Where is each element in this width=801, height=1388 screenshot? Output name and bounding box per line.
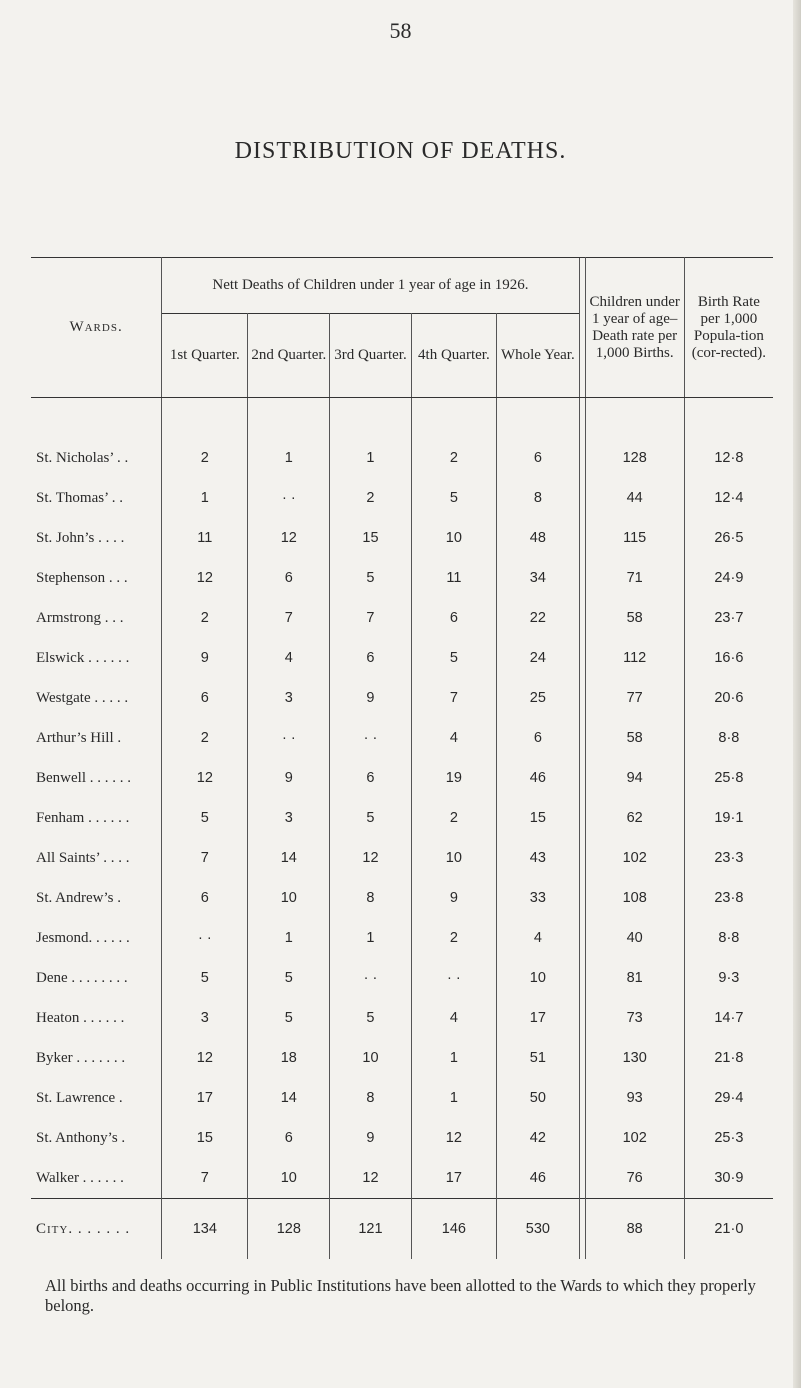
- cell-birth: 16·6: [714, 650, 744, 666]
- header-q2: 2nd Quarter.: [248, 314, 330, 398]
- cell-rate: 93: [585, 1078, 684, 1118]
- cell-birth: 26·5: [714, 530, 744, 546]
- cell-rate: 112: [585, 638, 684, 678]
- cell-q4: 6: [411, 598, 496, 638]
- cell-q3: 1: [330, 438, 412, 478]
- cell-ward: Benwell . . . . . .: [31, 758, 162, 798]
- cell-year: 22: [529, 610, 546, 626]
- cell-ward: Dene . . . . . . . .: [31, 958, 162, 998]
- cell-birth: 23·3: [714, 850, 744, 866]
- cell-q3: 1: [330, 918, 412, 958]
- cell-q2: · ·: [248, 478, 330, 518]
- cell-q4: 12: [411, 1118, 496, 1158]
- header-q1: 1st Quarter.: [162, 314, 248, 398]
- cell-q1: 12: [162, 558, 248, 598]
- header-q3: 3rd Quarter.: [330, 314, 412, 398]
- cell-q4: 2: [411, 918, 496, 958]
- cell-ward: St. Lawrence .: [31, 1078, 162, 1118]
- cell-q1: 5: [162, 958, 248, 998]
- table-header: [31, 258, 773, 398]
- cell-q1: 6: [162, 678, 248, 718]
- cell-rate: 81: [585, 958, 684, 998]
- cell-q4: 2: [411, 798, 496, 838]
- cell-q1: 2: [162, 438, 248, 478]
- cell-birth: 23·8: [714, 890, 744, 906]
- cell-rate: 130: [585, 1038, 684, 1078]
- cell-q4: 17: [411, 1158, 496, 1199]
- page-title: DISTRIBUTION OF DEATHS.: [234, 138, 567, 164]
- cell-q4: 19: [411, 758, 496, 798]
- spacer-cell: [248, 398, 330, 439]
- cell-ward: All Saints’ . . . .: [31, 838, 162, 878]
- cell-q2: 1: [248, 918, 330, 958]
- spacer-cell: [496, 398, 579, 439]
- spacer-cell: [585, 398, 684, 439]
- header-death-rate: Children under 1 year of age– Death rate per 1,000 Births.: [585, 258, 684, 398]
- cell-rate: 77: [585, 678, 684, 718]
- cell-q2: · ·: [248, 718, 330, 758]
- cell-q3: 5: [330, 558, 412, 598]
- cell-q3: · ·: [330, 718, 412, 758]
- cell-rate: 71: [585, 558, 684, 598]
- cell-year: 42: [529, 1130, 546, 1146]
- footnote: All births and deaths occurring in Public Institutions have been allotted to the Wards to which they properly belong.: [45, 1276, 756, 1315]
- cell-year: 34: [529, 570, 546, 586]
- table-row: [31, 998, 773, 1038]
- cell-year: 6: [533, 450, 542, 466]
- cell-rate: 102: [585, 1118, 684, 1158]
- cell-birth: 9·3: [718, 970, 740, 986]
- table-row: [31, 1078, 773, 1118]
- cell-birth: 25·3: [714, 1130, 744, 1146]
- cell-q2: 12: [248, 518, 330, 558]
- cell-q2: 6: [248, 558, 330, 598]
- cell-q2: 6: [248, 1118, 330, 1158]
- cell-rate: 128: [585, 438, 684, 478]
- cell-q3: 12: [330, 838, 412, 878]
- cell-q3: 7: [330, 598, 412, 638]
- cell-q4: 1: [411, 1038, 496, 1078]
- table-row: [31, 478, 773, 518]
- cell-birth: 23·7: [714, 610, 744, 626]
- cell-q1: 2: [162, 598, 248, 638]
- cell-year: 50: [529, 1090, 546, 1106]
- cell-rate: 76: [585, 1158, 684, 1199]
- cell-ward: Heaton . . . . . .: [31, 998, 162, 1038]
- cell-birth: 8·8: [718, 730, 740, 746]
- cell-q4: 4: [411, 998, 496, 1038]
- header-birth-rate: Birth Rate per 1,000 Popula-tion (cor-rected).: [684, 258, 773, 398]
- cell-q4: 10: [411, 838, 496, 878]
- cell-birth: 25·8: [714, 770, 744, 786]
- cell-year: 4: [533, 930, 542, 946]
- cell-ward: Stephenson . . .: [31, 558, 162, 598]
- cell-q4: 5: [411, 638, 496, 678]
- cell-q1: 7: [162, 1158, 248, 1199]
- cell-ward: St. John’s . . . .: [31, 518, 162, 558]
- cell-year: 51: [529, 1050, 546, 1066]
- table-row: [31, 758, 773, 798]
- cell-q3: 5: [330, 998, 412, 1038]
- cell-year: 24: [529, 650, 546, 666]
- cell-q3: 8: [330, 878, 412, 918]
- cell-q1: 7: [162, 838, 248, 878]
- cell-ward: St. Nicholas’ . .: [31, 438, 162, 478]
- cell-q2: 5: [248, 958, 330, 998]
- cell-q3: 5: [330, 798, 412, 838]
- cell-birth: 8·8: [718, 930, 740, 946]
- cell-q2: 128: [248, 1199, 330, 1260]
- cell-q3: 6: [330, 638, 412, 678]
- cell-q4: 11: [411, 558, 496, 598]
- cell-year: 46: [529, 1170, 546, 1186]
- cell-q2: 3: [248, 678, 330, 718]
- cell-ward: St. Thomas’ . .: [31, 478, 162, 518]
- cell-birth: 29·4: [714, 1090, 744, 1106]
- cell-birth: 30·9: [714, 1170, 744, 1186]
- cell-q1: 1: [162, 478, 248, 518]
- cell-q2: 3: [248, 798, 330, 838]
- cell-year: 8: [533, 490, 542, 506]
- cell-ward: Jesmond. . . . . .: [31, 918, 162, 958]
- cell-q3: 8: [330, 1078, 412, 1118]
- table-row: [31, 1118, 773, 1158]
- cell-year: 48: [529, 530, 546, 546]
- cell-year: 33: [529, 890, 546, 906]
- cell-ward: Armstrong . . .: [31, 598, 162, 638]
- cell-birth: 19·1: [714, 810, 744, 826]
- cell-q2: 14: [248, 1078, 330, 1118]
- cell-q2: 5: [248, 998, 330, 1038]
- cell-rate: 58: [585, 718, 684, 758]
- cell-q1: 6: [162, 878, 248, 918]
- cell-q1: 17: [162, 1078, 248, 1118]
- cell-rate: 44: [585, 478, 684, 518]
- page-edge: [793, 0, 801, 1388]
- cell-year: 43: [529, 850, 546, 866]
- cell-q2: 4: [248, 638, 330, 678]
- deaths-table: [31, 257, 773, 1259]
- table-row: [31, 838, 773, 878]
- cell-q3: 121: [330, 1199, 412, 1260]
- cell-q4: 10: [411, 518, 496, 558]
- cell-q1: 3: [162, 998, 248, 1038]
- cell-ward: St. Andrew’s .: [31, 878, 162, 918]
- cell-q3: 2: [330, 478, 412, 518]
- table-row: [31, 918, 773, 958]
- cell-rate: 94: [585, 758, 684, 798]
- cell-rate: 40: [585, 918, 684, 958]
- cell-q2: 7: [248, 598, 330, 638]
- table-row-total: [31, 1199, 773, 1260]
- cell-year: 25: [529, 690, 546, 706]
- cell-ward: St. Anthony’s .: [31, 1118, 162, 1158]
- cell-ward: Byker . . . . . . .: [31, 1038, 162, 1078]
- spacer-cell: [31, 398, 162, 439]
- cell-birth: 20·6: [714, 690, 744, 706]
- header-q4: 4th Quarter.: [411, 314, 496, 398]
- cell-birth: 12·8: [714, 450, 744, 466]
- table-body: [31, 398, 773, 1260]
- cell-q4: 146: [411, 1199, 496, 1260]
- cell-q4: 5: [411, 478, 496, 518]
- cell-q3: 15: [330, 518, 412, 558]
- cell-q3: 9: [330, 678, 412, 718]
- table-row: [31, 798, 773, 838]
- cell-q1: 9: [162, 638, 248, 678]
- table-row: [31, 1038, 773, 1078]
- cell-rate: 115: [585, 518, 684, 558]
- cell-q2: 9: [248, 758, 330, 798]
- cell-year: 530: [496, 1199, 579, 1260]
- table-row: [31, 1158, 773, 1199]
- cell-q2: 14: [248, 838, 330, 878]
- cell-year: 17: [529, 1010, 546, 1026]
- cell-q1: 5: [162, 798, 248, 838]
- cell-birth: 21·0: [684, 1199, 773, 1260]
- cell-birth: 14·7: [714, 1010, 744, 1026]
- spacer-cell: [411, 398, 496, 439]
- cell-rate: 108: [585, 878, 684, 918]
- cell-q2: 1: [248, 438, 330, 478]
- cell-ward: Westgate . . . . .: [31, 678, 162, 718]
- cell-ward: City. . . . . . .: [31, 1199, 162, 1260]
- table-row: [31, 638, 773, 678]
- cell-q1: 2: [162, 718, 248, 758]
- table-row: [31, 438, 773, 478]
- cell-rate: 102: [585, 838, 684, 878]
- table-row: [31, 878, 773, 918]
- table-row: [31, 558, 773, 598]
- cell-ward: Walker . . . . . .: [31, 1158, 162, 1199]
- cell-q2: 18: [248, 1038, 330, 1078]
- cell-q3: · ·: [330, 958, 412, 998]
- cell-q4: 4: [411, 718, 496, 758]
- cell-ward: Elswick . . . . . .: [31, 638, 162, 678]
- cell-q2: 10: [248, 1158, 330, 1199]
- cell-q3: 10: [330, 1038, 412, 1078]
- cell-q4: 1: [411, 1078, 496, 1118]
- cell-q4: 7: [411, 678, 496, 718]
- cell-q2: 10: [248, 878, 330, 918]
- cell-birth: 24·9: [714, 570, 744, 586]
- cell-q3: 12: [330, 1158, 412, 1199]
- cell-q1: 11: [162, 518, 248, 558]
- cell-q1: 12: [162, 1038, 248, 1078]
- cell-q4: · ·: [411, 958, 496, 998]
- table-row: [31, 718, 773, 758]
- cell-year: 46: [529, 770, 546, 786]
- cell-q1: 15: [162, 1118, 248, 1158]
- table-row: [31, 518, 773, 558]
- spacer-cell: [330, 398, 412, 439]
- header-nett-deaths: Nett Deaths of Children under 1 year of age in 1926.: [162, 258, 580, 314]
- cell-birth: 21·8: [714, 1050, 744, 1066]
- cell-year: 15: [529, 810, 546, 826]
- table-row: [31, 598, 773, 638]
- page-number: 58: [389, 18, 412, 43]
- row-spacer: [31, 398, 773, 439]
- cell-ward: Fenham . . . . . .: [31, 798, 162, 838]
- header-whole-year: Whole Year.: [496, 314, 579, 398]
- cell-q3: 6: [330, 758, 412, 798]
- table-row: [31, 678, 773, 718]
- header-wards: Wards.: [31, 258, 162, 398]
- cell-q4: 2: [411, 438, 496, 478]
- cell-birth: 12·4: [714, 490, 744, 506]
- cell-q4: 9: [411, 878, 496, 918]
- cell-q1: 134: [162, 1199, 248, 1260]
- cell-year: 10: [529, 970, 546, 986]
- cell-rate: 88: [585, 1199, 684, 1260]
- cell-rate: 58: [585, 598, 684, 638]
- spacer-cell: [162, 398, 248, 439]
- cell-rate: 62: [585, 798, 684, 838]
- cell-q1: 12: [162, 758, 248, 798]
- cell-ward: Arthur’s Hill .: [31, 718, 162, 758]
- cell-q1: · ·: [162, 918, 248, 958]
- spacer-cell: [684, 398, 773, 439]
- cell-year: 6: [533, 730, 542, 746]
- table-row: [31, 958, 773, 998]
- cell-q3: 9: [330, 1118, 412, 1158]
- cell-rate: 73: [585, 998, 684, 1038]
